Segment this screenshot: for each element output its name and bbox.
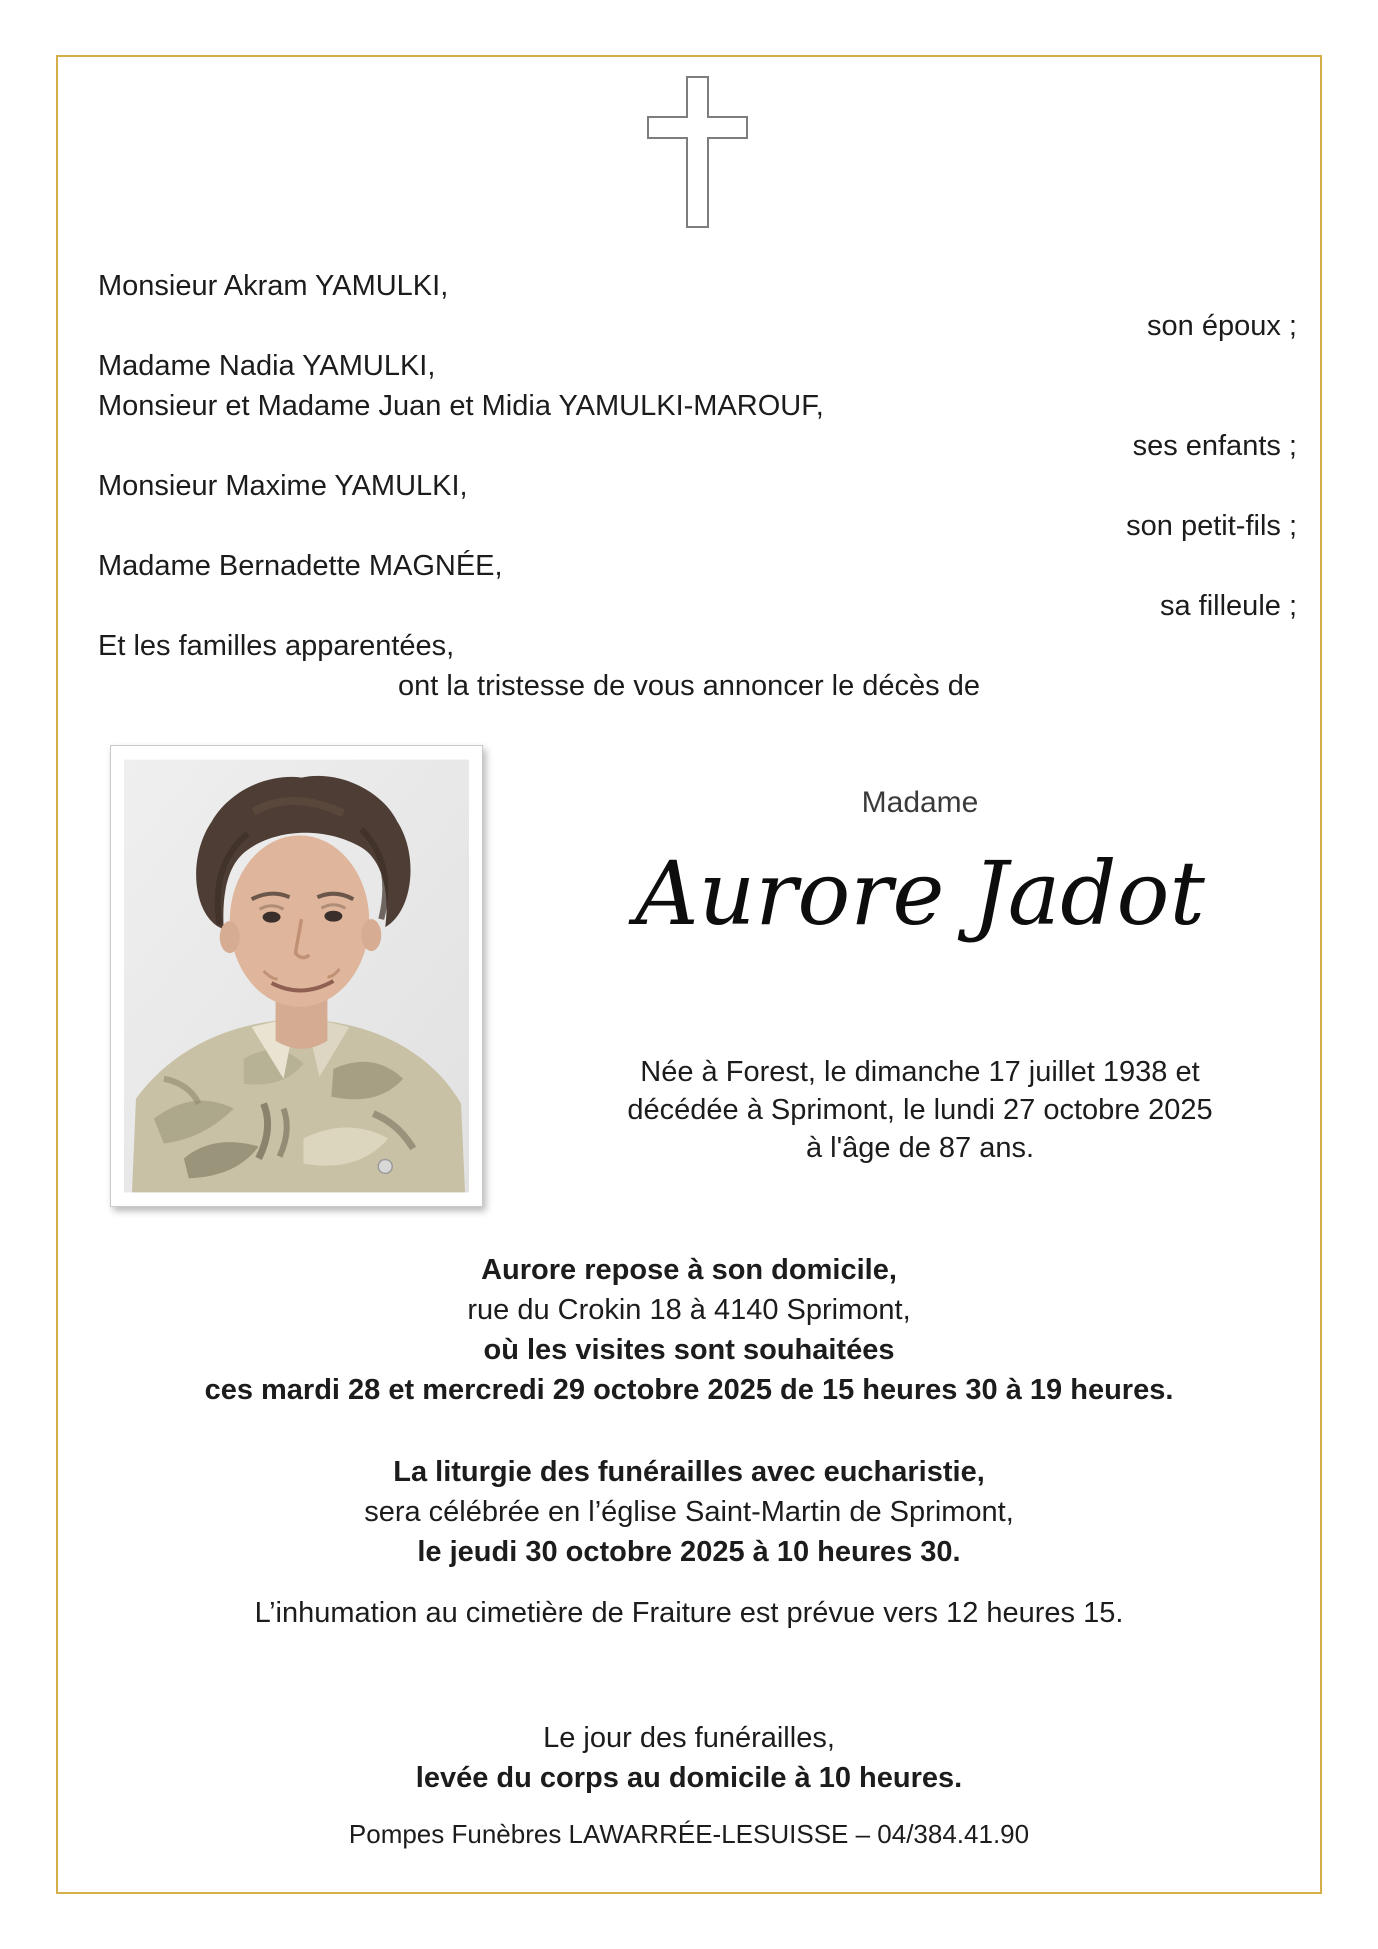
family-member-name: Monsieur et Madame Juan et Midia YAMULKI-MAROUF, — [98, 390, 824, 422]
liturgy-title-line: La liturgie des funérailles avec eucharistie, — [393, 1456, 985, 1488]
wake-visits-line: où les visites sont souhaitées — [483, 1334, 895, 1366]
wake-location-line: Aurore repose à son domicile, — [481, 1254, 897, 1286]
death-line: décédée à Sprimont, le lundi 27 octobre 2025 — [627, 1094, 1213, 1126]
funeral-day-block — [56, 1718, 1322, 1798]
birth-death-details — [515, 1053, 1325, 1167]
family-relation-label: son époux ; — [1147, 310, 1297, 342]
family-member-name: Madame Nadia YAMULKI, — [98, 350, 436, 382]
liturgy-date-line: le jeudi 30 octobre 2025 à 10 heures 30. — [417, 1536, 961, 1568]
wake-address-line: rue du Crokin 18 à 4140 Sprimont, — [467, 1294, 911, 1326]
family-member-name: Monsieur Maxime YAMULKI, — [98, 470, 468, 502]
wake-schedule-line: ces mardi 28 et mercredi 29 octobre 2025 de 15 heures 30 à 19 heures. — [204, 1374, 1174, 1406]
family-member-name: Madame Bernadette MAGNÉE, — [98, 550, 503, 582]
family-announcement-list — [98, 266, 1297, 666]
liturgy-details-block — [56, 1452, 1322, 1572]
family-relation-label: sa filleule ; — [1159, 590, 1297, 622]
family-member-name: Monsieur Akram YAMULKI, — [98, 270, 449, 302]
funeral-home-contact: Pompes Funèbres LAWARRÉE-LESUISSE – 04/384.41.90 — [348, 1819, 1030, 1849]
family-closing-line: Et les familles apparentées, — [98, 630, 455, 662]
family-relation-label: ses enfants ; — [1132, 430, 1297, 462]
funeral-day-levee-line: levée du corps au domicile à 10 heures. — [415, 1762, 963, 1794]
burial-details-line: L’inhumation au cimetière de Fraiture est prévue vers 12 heures 15. — [254, 1597, 1124, 1629]
deceased-info-column — [515, 786, 1325, 1226]
portrait-illustration — [124, 759, 469, 1193]
wake-details-block — [56, 1250, 1322, 1410]
birth-line: Née à Forest, le dimanche 17 juillet 1938 et — [640, 1056, 1200, 1088]
family-relation-label: son petit-fils ; — [1126, 510, 1297, 542]
age-line: à l'âge de 87 ans. — [805, 1132, 1035, 1164]
liturgy-church-line: sera célébrée en l’église Saint-Martin de Sprimont, — [364, 1496, 1014, 1528]
funeral-day-intro-line: Le jour des funérailles, — [543, 1722, 835, 1754]
deceased-name: Aurore Jadot — [635, 842, 1205, 945]
deceased-portrait-photo — [110, 745, 483, 1207]
death-announcement-line: ont la tristesse de vous annoncer le décès de — [398, 670, 980, 702]
latin-cross-icon — [647, 76, 748, 228]
deceased-title: Madame — [861, 786, 979, 819]
